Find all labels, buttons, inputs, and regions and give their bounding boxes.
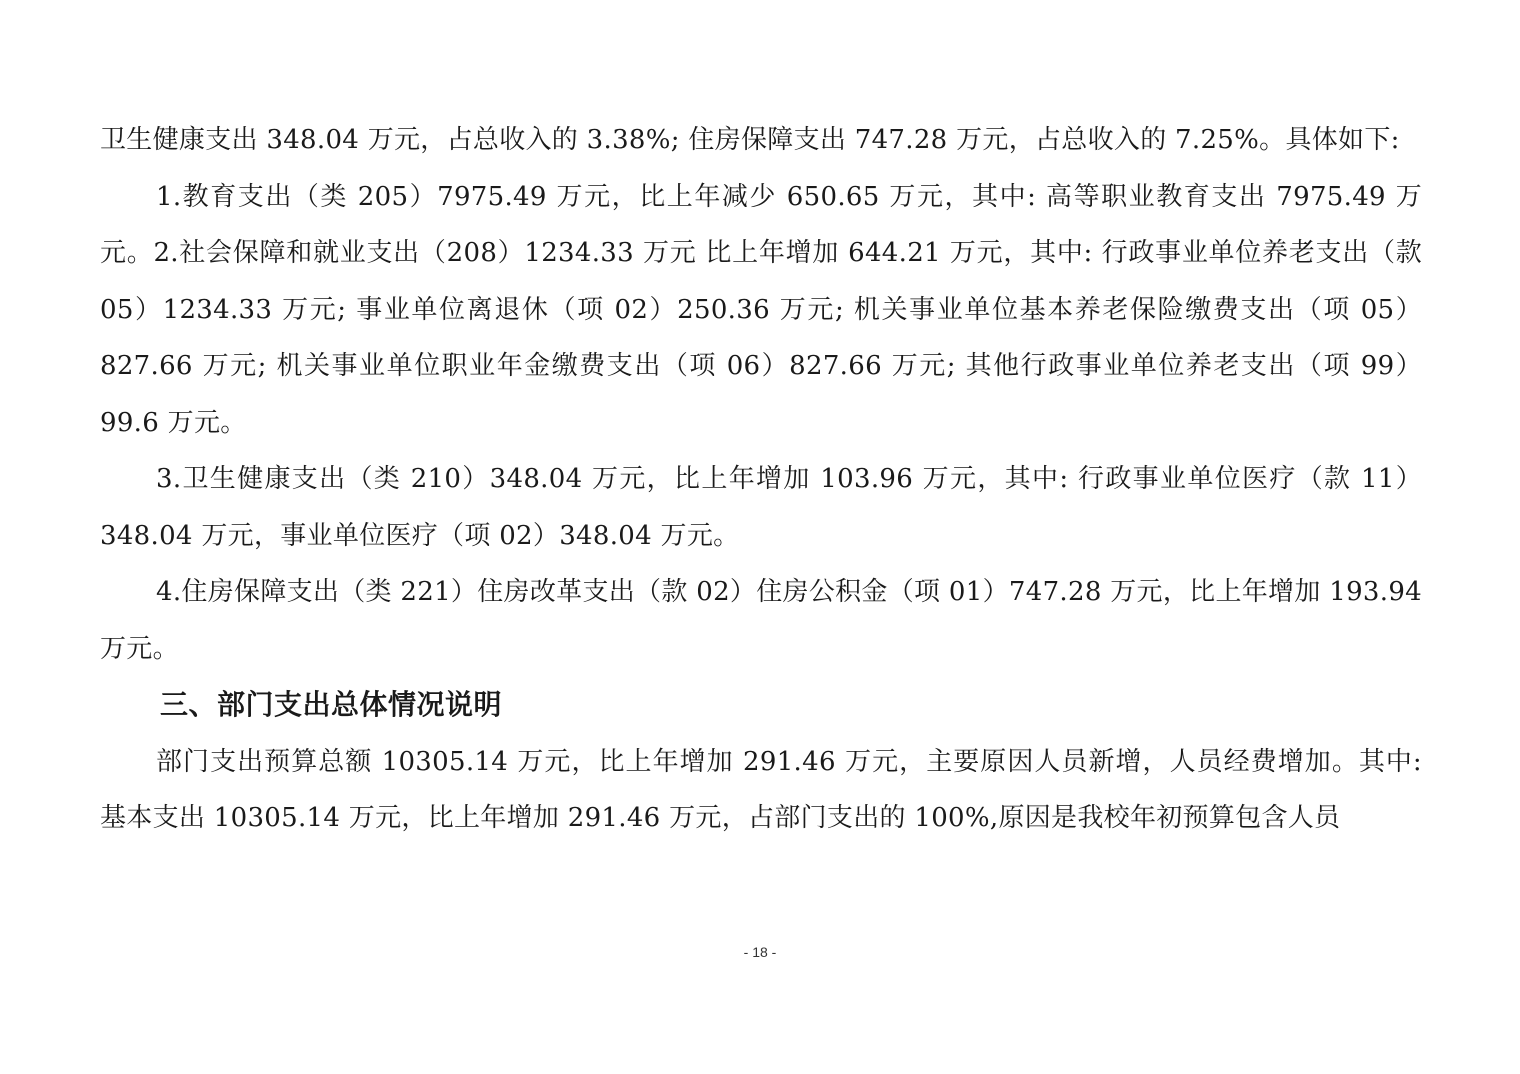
section-heading: 三、部门支出总体情况说明: [160, 688, 503, 721]
paragraph-department-expenditure: 部门支出预算总额 10305.14 万元，比上年增加 291.46 万元，主要原因人员新增，人员经费增加。其中: 基本支出 10305.14 万元，比上年增加 291.46 万元，占部门支出的 100%,原因是我校年初预算包含人员: [100, 746, 1422, 833]
paragraph-health-expenditure: 3.卫生健康支出（类 210）348.04 万元，比上年增加 103.96 万元，其中: 行政事业单位医疗（款 11）348.04 万元，事业单位医疗（项 02）348.04 万元。: [100, 464, 1422, 551]
paragraph-housing-expenditure: 4.住房保障支出（类 221）住房改革支出（款 02）住房公积金（项 01）747.28 万元，比上年增加 193.94 万元。: [100, 577, 1422, 664]
paragraph-education-social-security: 1.教育支出（类 205）7975.49 万元，比上年减少 650.65 万元，其中: 高等职业教育支出 7975.49 万元。2.社会保障和就业支出（208）1234.33 万元 比上年增加 644.21 万元，其中: 行政事业单位养老支出（款 05）1234.33 万元; 事业单位离退休（项 02）250.36 万元; 机关事业单位基本养老保险缴费支出（项 05）827.66 万元; 机关事业单位职业年金缴费支出（项 06）827.66 万元; 其他行政事业单位养老支出（项 99）99.6 万元。: [100, 181, 1422, 438]
document-body: [100, 112, 1422, 847]
page-number: - 18 -: [743, 944, 777, 960]
paragraph-health-housing-summary: 卫生健康支出 348.04 万元，占总收入的 3.38%; 住房保障支出 747.28 万元，占总收入的 7.25%。具体如下:: [100, 125, 1400, 155]
